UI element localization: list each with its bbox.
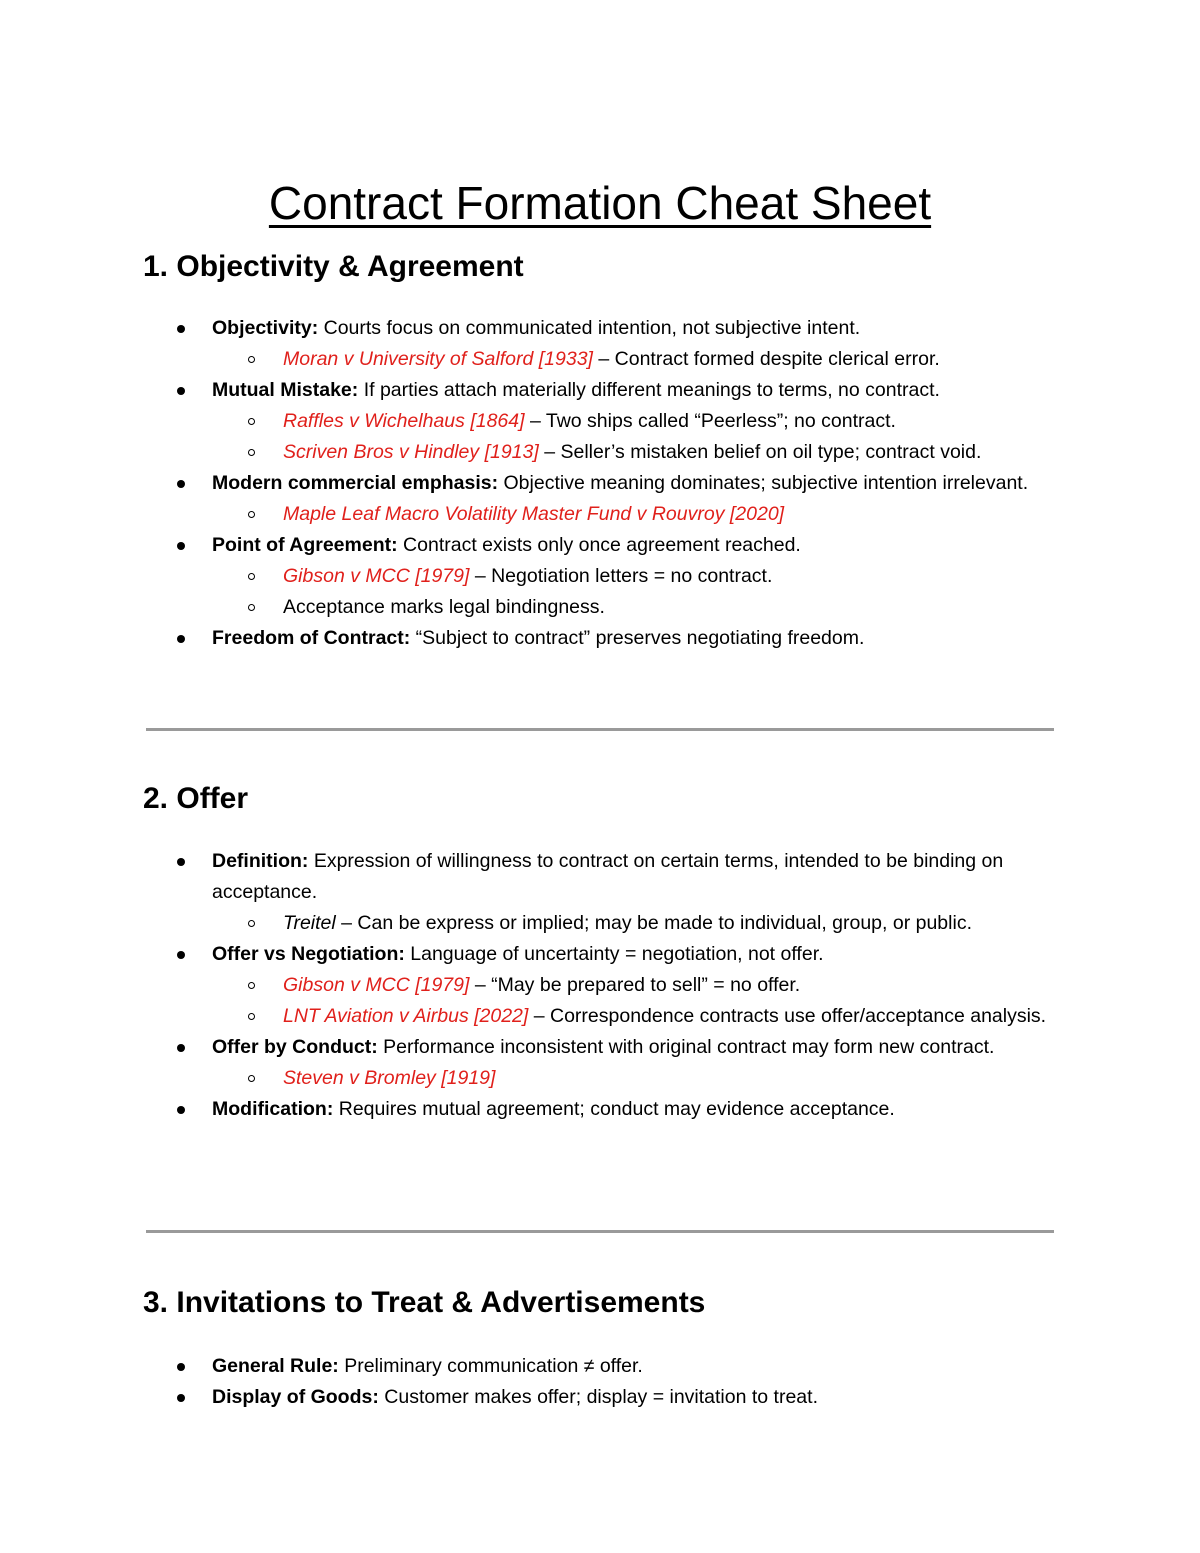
item-text: “Subject to contract” preserves negotiating freedom. [410, 627, 865, 649]
item-label: Mutual Mistake: [212, 379, 359, 401]
sub-list-item [0, 437, 1200, 468]
item-text: Performance inconsistent with original contract may form new contract. [377, 1036, 995, 1058]
case-citation: LNT Aviation v Airbus [2022] [283, 1005, 529, 1027]
item-label: General Rule: [212, 1355, 339, 1377]
case-citation: Steven v Bromley [1919] [283, 1067, 496, 1089]
item-label: Modification: [212, 1098, 334, 1120]
item-text: Customer makes offer; display = invitation to treat. [378, 1386, 818, 1408]
list-item [0, 313, 1200, 344]
sub-list-item [0, 592, 1200, 623]
list-item [0, 468, 1200, 499]
list-item [0, 939, 1200, 970]
case-note: – Seller’s mistaken belief on oil type; contract void. [538, 441, 982, 463]
case-note: – Can be express or implied; may be made to individual, group, or public. [335, 912, 972, 934]
section-list-invitations [0, 1351, 1200, 1413]
item-label: Offer by Conduct: [212, 1036, 378, 1058]
list-item [0, 1351, 1200, 1382]
case-note: – Correspondence contracts use offer/acceptance analysis. [528, 1005, 1047, 1027]
section-divider [146, 728, 1054, 731]
case-note: – Negotiation letters = no contract. [469, 565, 773, 587]
section-heading-invitations: 3. Invitations to Treat & Advertisements [143, 1286, 706, 1319]
item-text: Courts focus on communicated intention, not subjective intent. [318, 317, 861, 339]
section-list-objectivity [0, 313, 1200, 654]
case-citation: Gibson v MCC [1979] [283, 974, 470, 996]
item-label: Display of Goods: [212, 1386, 379, 1408]
case-citation: Moran v University of Salford [1933] [283, 348, 593, 370]
list-item [0, 375, 1200, 406]
section-divider [146, 1230, 1054, 1233]
section-heading-offer: 2. Offer [143, 782, 249, 815]
item-label: Freedom of Contract: [212, 627, 411, 649]
item-text: Preliminary communication ≠ offer. [338, 1355, 643, 1377]
sub-list-item [0, 1001, 1200, 1032]
sub-list-item [0, 406, 1200, 437]
item-label: Modern commercial emphasis: [212, 472, 499, 494]
item-label: Point of Agreement: [212, 534, 398, 556]
item-text: Objective meaning dominates; subjective intention irrelevant. [498, 472, 1029, 494]
list-item [0, 1032, 1200, 1063]
author-citation: Treitel [283, 912, 336, 934]
item-text: Requires mutual agreement; conduct may evidence acceptance. [333, 1098, 895, 1120]
list-item [0, 1382, 1200, 1413]
item-label: Definition: [212, 850, 309, 872]
list-item [0, 846, 1200, 908]
item-text: Language of uncertainty = negotiation, not offer. [404, 943, 824, 965]
item-text: Expression of willingness to contract on certain terms, intended to be binding on acceptance. [212, 850, 1004, 903]
case-note: – Contract formed despite clerical error. [592, 348, 940, 370]
sub-item-text: Acceptance marks legal bindingness. [283, 596, 605, 618]
list-item [0, 623, 1200, 654]
section-list-offer [0, 846, 1200, 1125]
sub-list-item [0, 344, 1200, 375]
case-citation: Maple Leaf Macro Volatility Master Fund v Rouvroy [2020] [283, 503, 785, 525]
sub-list-item [0, 1063, 1200, 1094]
item-label: Offer vs Negotiation: [212, 943, 405, 965]
item-text: If parties attach materially different meanings to terms, no contract. [358, 379, 940, 401]
page-title: Contract Formation Cheat Sheet [268, 176, 932, 229]
item-text: Contract exists only once agreement reached. [397, 534, 801, 556]
case-citation: Raffles v Wichelhaus [1864] [283, 410, 525, 432]
list-item [0, 1094, 1200, 1125]
section-heading-objectivity: 1. Objectivity & Agreement [143, 250, 524, 283]
sub-list-item [0, 908, 1200, 939]
list-item [0, 530, 1200, 561]
sub-list-item [0, 499, 1200, 530]
case-citation: Gibson v MCC [1979] [283, 565, 470, 587]
case-note: – “May be prepared to sell” = no offer. [469, 974, 801, 996]
case-citation: Scriven Bros v Hindley [1913] [283, 441, 539, 463]
sub-list-item [0, 970, 1200, 1001]
case-note: – Two ships called “Peerless”; no contract. [524, 410, 896, 432]
sub-list-item [0, 561, 1200, 592]
item-label: Objectivity: [212, 317, 319, 339]
